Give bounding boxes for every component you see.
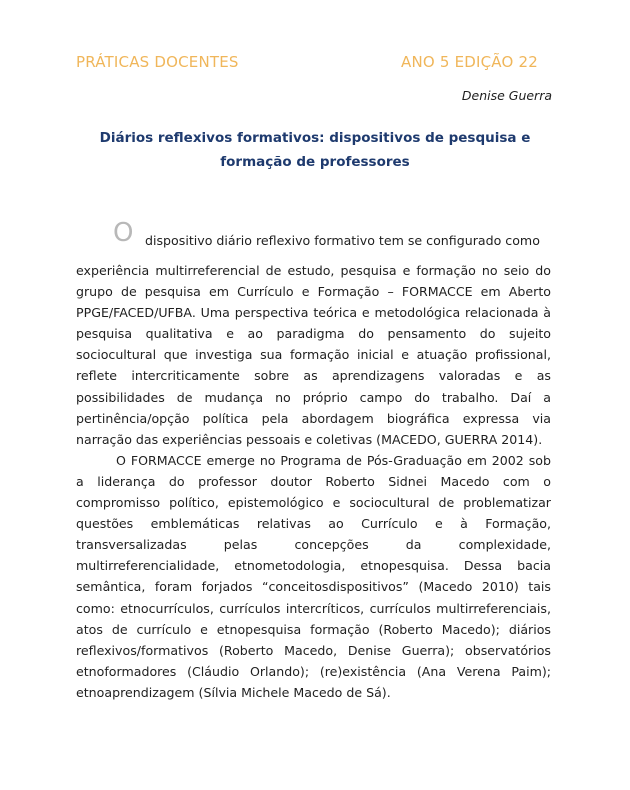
paragraph-2: O FORMACCE emerge no Programa de Pós-Graduação em 2002 sob a liderança do professor doutor Roberto Sidnei Macedo com o compromisso político, epistemológico e sociocultural de problematizar questões emblemáticas relativas ao Currículo e à Formação, transversalizadas pelas concepções da complexidade, multirreferencialidade, etnometodologia, etnopesquisa. Dessa bacia semântica, foram forjados “conceitosdispositivos” (Macedo 2010) tais como: etnocurrículos, currículos intercríticos, currículos multirreferenciais, atos de currículo e etnopesquisa formação (Roberto Macedo); diários reflexivos/formativos (Roberto Macedo, Denise Guerra); observatórios etnoformadores (Cláudio Orlando); (re)existência (Ana Verena Paim); etnoaprendizagem (Sílvia Michele Macedo de Sá). [76,452,551,700]
paragraph-1: experiência multirreferencial de estudo, pesquisa e formação no seio do grupo de pesquisa em Currículo e Formação – FORMACCE em Aberto PPGE/FACED/UFBA. Uma perspectiva teórica e metodológica relacionada à pesquisa qualitativa e ao paradigma do pensamento do sujeito sociocultural que investiga sua formação inicial e atuação profissional, reflete intercriticamente sobre as aprendizagens valoradas e as possibilidades de mudança no próprio campo do trabalho. Daí a pertinência/opção política pela abordagem biográfica expressa via narração das experiências pessoais e coletivas (MACEDO, GUERRA 2014). [76,263,551,447]
article-body [76,218,551,703]
journal-name: PRÁTICAS DOCENTES [76,53,239,71]
drop-cap: O [113,218,134,248]
first-line-text: dispositivo diário reflexivo formativo tem se configurado como [145,233,540,248]
first-line [76,218,551,260]
article-title: Diários reflexivos formativos: dispositivos de pesquisa e formação de professores [99,130,531,170]
issue-info: ANO 5 EDIÇÃO 22 [401,53,538,71]
author-name: Denise Guerra [461,88,552,103]
